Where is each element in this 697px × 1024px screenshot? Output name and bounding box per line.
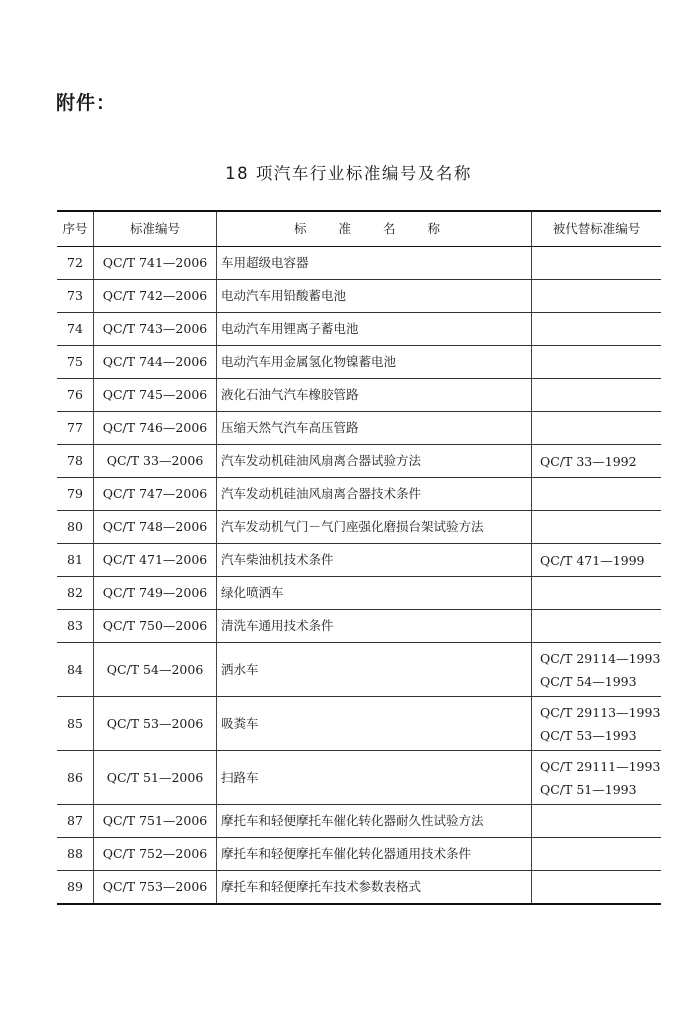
row-number: 83 xyxy=(57,610,94,643)
replaced-standard-code: QC/T 53—1993 xyxy=(540,727,637,743)
table-row xyxy=(57,511,661,544)
replaced-standards xyxy=(532,838,662,871)
standard-name: 吸粪车 xyxy=(217,697,532,751)
standards-table xyxy=(57,210,661,905)
standard-name: 扫路车 xyxy=(217,751,532,805)
row-number: 89 xyxy=(57,871,94,904)
standard-code: QC/T 752—2006 xyxy=(94,838,217,871)
table-row xyxy=(57,445,661,478)
standard-name: 电动汽车用锂离子蓄电池 xyxy=(217,313,532,346)
table-row xyxy=(57,313,661,346)
standard-code: QC/T 744—2006 xyxy=(94,346,217,379)
row-number: 86 xyxy=(57,751,94,805)
row-number: 84 xyxy=(57,643,94,697)
table-header-row xyxy=(57,211,661,247)
table-row xyxy=(57,697,661,751)
replaced-standards xyxy=(532,511,662,544)
replaced-standards xyxy=(532,610,662,643)
standard-name: 液化石油气汽车橡胶管路 xyxy=(217,379,532,412)
table-row xyxy=(57,805,661,838)
standard-name: 压缩天然气汽车高压管路 xyxy=(217,412,532,445)
row-number: 87 xyxy=(57,805,94,838)
standard-name: 摩托车和轻便摩托车技术参数表格式 xyxy=(217,871,532,904)
table-row xyxy=(57,280,661,313)
replaced-standards xyxy=(532,445,662,478)
row-number: 81 xyxy=(57,544,94,577)
table-row xyxy=(57,478,661,511)
table-row xyxy=(57,544,661,577)
standard-name: 汽车发动机气门－气门座强化磨损台架试验方法 xyxy=(217,511,532,544)
standard-code: QC/T 471—2006 xyxy=(94,544,217,577)
standard-code: QC/T 747—2006 xyxy=(94,478,217,511)
row-number: 82 xyxy=(57,577,94,610)
replaced-standards xyxy=(532,379,662,412)
column-header-no: 序号 xyxy=(57,211,94,247)
standard-name: 绿化喷洒车 xyxy=(217,577,532,610)
table-row xyxy=(57,247,661,280)
row-number: 88 xyxy=(57,838,94,871)
standard-name: 车用超级电容器 xyxy=(217,247,532,280)
row-number: 74 xyxy=(57,313,94,346)
replaced-standard-code: QC/T 29113—1993 xyxy=(540,704,661,720)
replaced-standards xyxy=(532,280,662,313)
table-row xyxy=(57,751,661,805)
table-row xyxy=(57,643,661,697)
replaced-standards xyxy=(532,697,662,751)
replaced-standards xyxy=(532,478,662,511)
table-body xyxy=(57,247,661,904)
standard-code: QC/T 51—2006 xyxy=(94,751,217,805)
row-number: 72 xyxy=(57,247,94,280)
row-number: 76 xyxy=(57,379,94,412)
standard-name: 电动汽车用金属氢化物镍蓄电池 xyxy=(217,346,532,379)
standard-code: QC/T 53—2006 xyxy=(94,697,217,751)
replaced-standards xyxy=(532,313,662,346)
table-row xyxy=(57,379,661,412)
column-header-replaced: 被代替标准编号 xyxy=(532,211,662,247)
row-number: 80 xyxy=(57,511,94,544)
replaced-standards xyxy=(532,643,662,697)
standard-code: QC/T 750—2006 xyxy=(94,610,217,643)
standard-code: QC/T 33—2006 xyxy=(94,445,217,478)
standard-code: QC/T 745—2006 xyxy=(94,379,217,412)
replaced-standards xyxy=(532,412,662,445)
table-row xyxy=(57,871,661,904)
standard-name: 洒水车 xyxy=(217,643,532,697)
standard-name: 汽车发动机硅油风扇离合器试验方法 xyxy=(217,445,532,478)
standard-code: QC/T 753—2006 xyxy=(94,871,217,904)
replaced-standards xyxy=(532,346,662,379)
row-number: 85 xyxy=(57,697,94,751)
column-header-name: 标 准 名 称 xyxy=(217,211,532,247)
standard-code: QC/T 749—2006 xyxy=(94,577,217,610)
replaced-standard-code: QC/T 54—1993 xyxy=(540,673,637,689)
standard-name: 摩托车和轻便摩托车催化转化器耐久性试验方法 xyxy=(217,805,532,838)
standard-code: QC/T 746—2006 xyxy=(94,412,217,445)
replaced-standard-code: QC/T 33—1992 xyxy=(540,453,637,469)
standard-code: QC/T 742—2006 xyxy=(94,280,217,313)
row-number: 73 xyxy=(57,280,94,313)
document-title: 18 项汽车行业标准编号及名称 xyxy=(225,164,472,183)
table-row xyxy=(57,412,661,445)
standard-code: QC/T 743—2006 xyxy=(94,313,217,346)
standard-code: QC/T 741—2006 xyxy=(94,247,217,280)
table-row xyxy=(57,610,661,643)
row-number: 77 xyxy=(57,412,94,445)
row-number: 78 xyxy=(57,445,94,478)
replaced-standards xyxy=(532,751,662,805)
standard-code: QC/T 54—2006 xyxy=(94,643,217,697)
replaced-standard-code: QC/T 29114—1993 xyxy=(540,650,661,666)
standard-name: 电动汽车用铅酸蓄电池 xyxy=(217,280,532,313)
standard-code: QC/T 751—2006 xyxy=(94,805,217,838)
table-row xyxy=(57,838,661,871)
replaced-standard-code: QC/T 471—1999 xyxy=(540,552,645,568)
row-number: 79 xyxy=(57,478,94,511)
standard-name: 清洗车通用技术条件 xyxy=(217,610,532,643)
standard-name: 汽车发动机硅油风扇离合器技术条件 xyxy=(217,478,532,511)
table-row xyxy=(57,577,661,610)
replaced-standards xyxy=(532,577,662,610)
replaced-standard-code: QC/T 29111—1993 xyxy=(540,758,661,774)
replaced-standards xyxy=(532,871,662,904)
column-header-code: 标准编号 xyxy=(94,211,217,247)
replaced-standards xyxy=(532,805,662,838)
standard-name: 摩托车和轻便摩托车催化转化器通用技术条件 xyxy=(217,838,532,871)
replaced-standards xyxy=(532,544,662,577)
standard-name: 汽车柴油机技术条件 xyxy=(217,544,532,577)
standard-code: QC/T 748—2006 xyxy=(94,511,217,544)
replaced-standards xyxy=(532,247,662,280)
row-number: 75 xyxy=(57,346,94,379)
table-row xyxy=(57,346,661,379)
attachment-label: 附件： xyxy=(56,92,117,114)
replaced-standard-code: QC/T 51—1993 xyxy=(540,781,637,797)
